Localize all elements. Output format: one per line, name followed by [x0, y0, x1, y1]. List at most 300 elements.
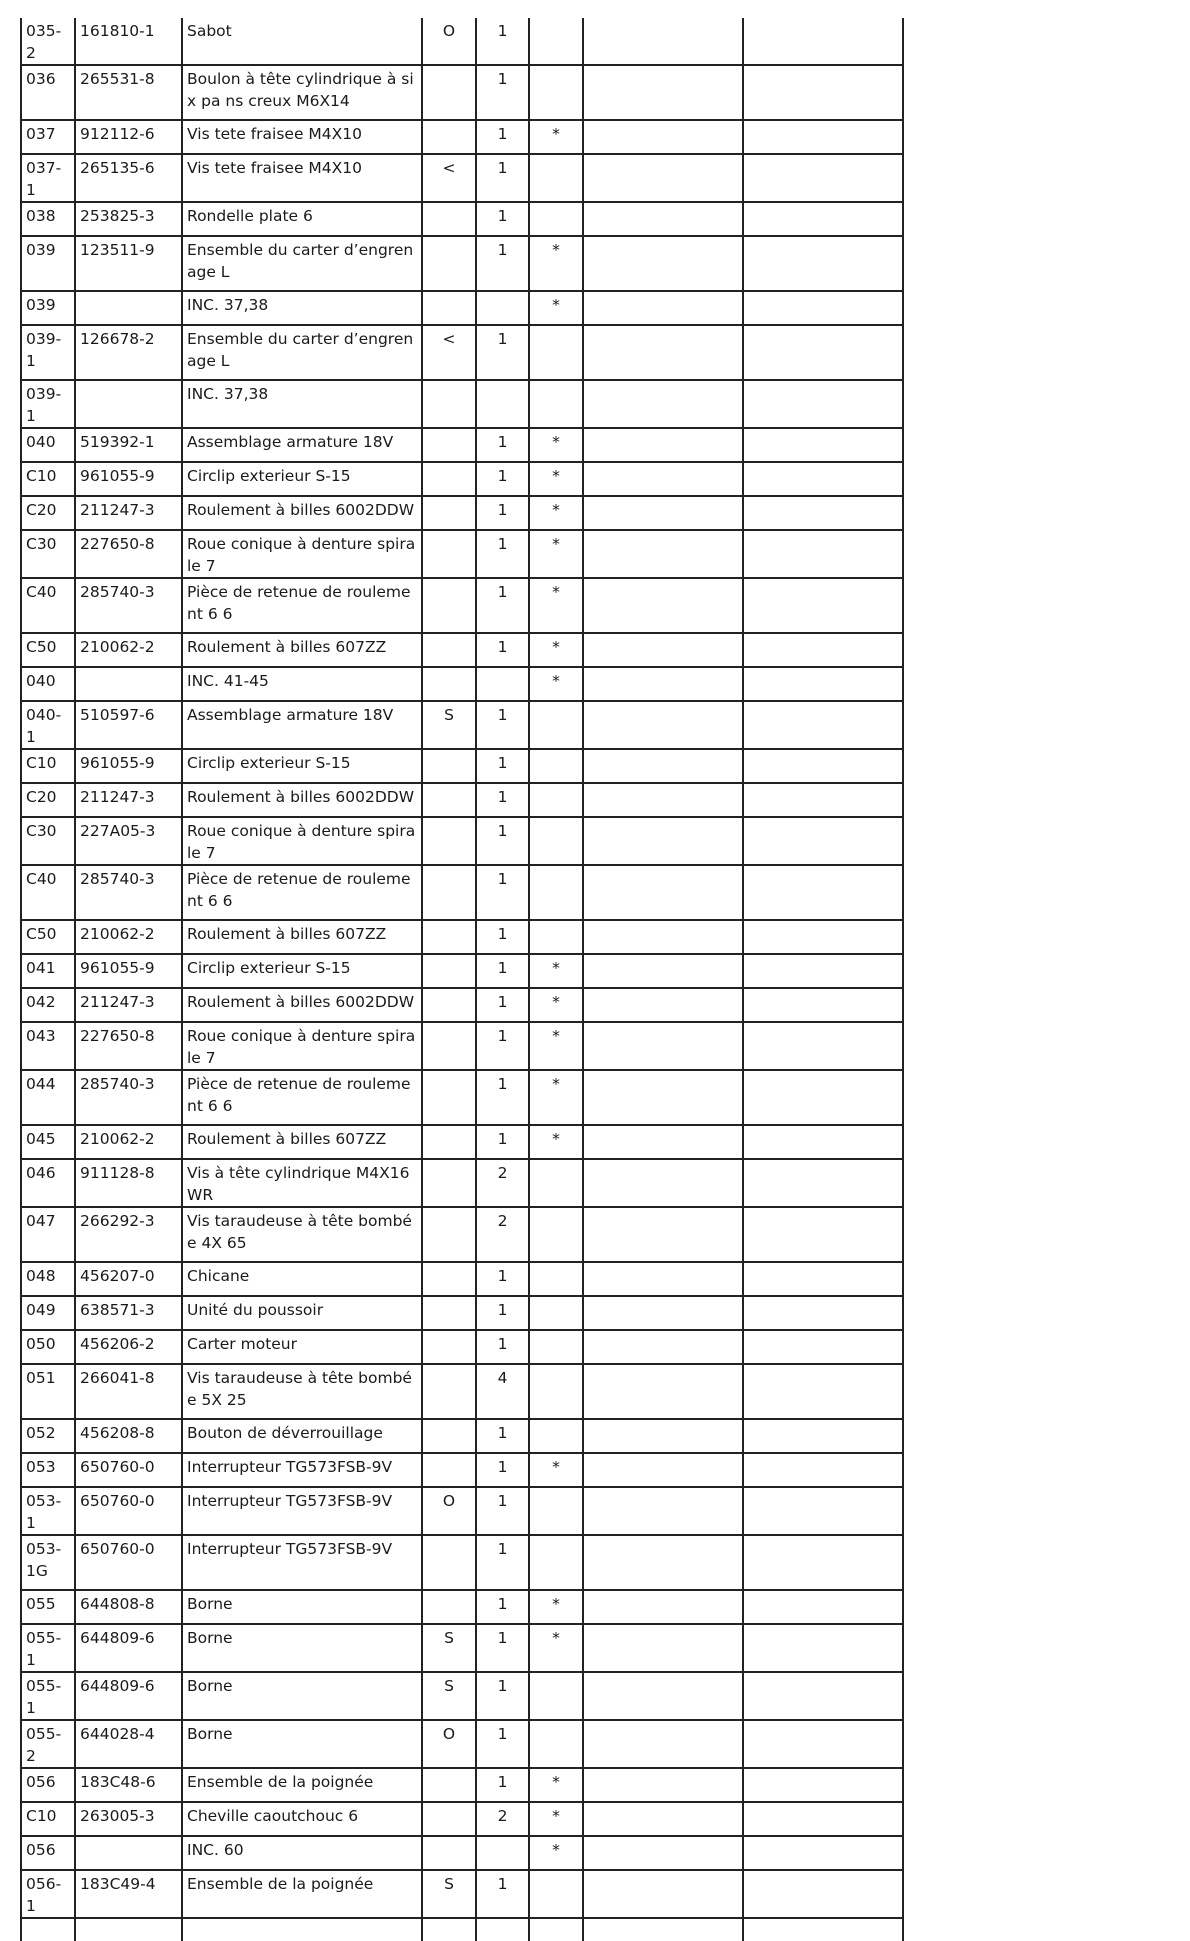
note-cell: [529, 18, 583, 65]
mark-cell: [422, 1836, 476, 1870]
blank-cell: [743, 988, 903, 1022]
note-cell: [529, 1535, 583, 1590]
part-number-cell: [75, 667, 182, 701]
table-row: [21, 817, 903, 865]
part-number-cell: 638571-3: [75, 1296, 182, 1330]
table-row: [21, 530, 903, 578]
part-number-cell: [75, 1836, 182, 1870]
blank-cell: [583, 1802, 743, 1836]
blank-cell: [583, 1022, 743, 1070]
blank-cell: [583, 530, 743, 578]
quantity-cell: 1: [476, 749, 529, 783]
quantity-cell: 1: [476, 65, 529, 120]
mark-cell: [422, 1453, 476, 1487]
quantity-cell: [476, 380, 529, 428]
blank-cell: [583, 1125, 743, 1159]
item-number-cell: 039: [21, 291, 75, 325]
description-cell: Assemblage armature 18V: [182, 428, 422, 462]
mark-cell: [422, 1262, 476, 1296]
blank-cell: [583, 701, 743, 749]
description-cell: Ensemble de la poignée: [182, 1768, 422, 1802]
table-row: [21, 1125, 903, 1159]
part-number-cell: 644808-8: [75, 1590, 182, 1624]
quantity-cell: 1: [476, 1330, 529, 1364]
item-number-cell: 050: [21, 1330, 75, 1364]
table-row: [21, 154, 903, 202]
note-cell: [529, 1419, 583, 1453]
table-row: [21, 701, 903, 749]
table-row: [21, 1022, 903, 1070]
quantity-cell: 1: [476, 202, 529, 236]
note-cell: [529, 783, 583, 817]
blank-cell: [743, 1836, 903, 1870]
blank-cell: [743, 1330, 903, 1364]
part-number-cell: 266041-8: [75, 1364, 182, 1419]
quantity-cell: 1: [476, 1768, 529, 1802]
part-number-cell: 961055-9: [75, 749, 182, 783]
description-cell: Sabot: [182, 18, 422, 65]
quantity-cell: 1: [476, 530, 529, 578]
part-number-cell: 227650-8: [75, 530, 182, 578]
table-row: [21, 462, 903, 496]
mark-cell: [422, 1802, 476, 1836]
table-row: [21, 783, 903, 817]
blank-cell: [743, 817, 903, 865]
note-cell: [529, 817, 583, 865]
blank-cell: [583, 749, 743, 783]
part-number-cell: 961055-9: [75, 462, 182, 496]
description-cell: Pièce de retenue de roulement 6 6: [182, 1070, 422, 1125]
blank-cell: [743, 1159, 903, 1207]
blank-cell: [743, 496, 903, 530]
table-row: [21, 65, 903, 120]
description-cell: Ensemble de la poignée: [182, 1870, 422, 1918]
blank-cell: [583, 1296, 743, 1330]
note-cell: *: [529, 1125, 583, 1159]
table-row: [21, 667, 903, 701]
blank-cell: [583, 18, 743, 65]
mark-cell: S: [422, 1624, 476, 1672]
table-row: [21, 1624, 903, 1672]
blank-cell: [743, 1870, 903, 1918]
table-row: [21, 1364, 903, 1419]
blank-cell: [583, 65, 743, 120]
table-row: [21, 1720, 903, 1768]
description-cell: INC. 60: [182, 1836, 422, 1870]
blank-cell: [743, 1364, 903, 1419]
quantity-cell: [476, 1836, 529, 1870]
blank-cell: [583, 325, 743, 380]
table-row: [21, 1870, 903, 1918]
part-number-cell: 227650-8: [75, 1022, 182, 1070]
blank-cell: [583, 1453, 743, 1487]
note-cell: [529, 749, 583, 783]
quantity-cell: 1: [476, 1125, 529, 1159]
mark-cell: O: [422, 18, 476, 65]
item-number-cell: C40: [21, 865, 75, 920]
part-number-cell: 266292-3: [75, 1207, 182, 1262]
table-row: [21, 1330, 903, 1364]
mark-cell: [422, 988, 476, 1022]
part-number-cell: 263005-3: [75, 1802, 182, 1836]
part-number-cell: 285740-3: [75, 1070, 182, 1125]
blank-cell: [743, 380, 903, 428]
table-row: [21, 1296, 903, 1330]
note-cell: *: [529, 988, 583, 1022]
blank-cell: [583, 1419, 743, 1453]
blank-cell: [583, 1768, 743, 1802]
note-cell: *: [529, 1022, 583, 1070]
blank-cell: [583, 202, 743, 236]
item-number-cell: 035-2: [21, 18, 75, 65]
quantity-cell: 1: [476, 1022, 529, 1070]
blank-cell: [583, 1535, 743, 1590]
item-number-cell: C50: [21, 633, 75, 667]
item-number-cell: C20: [21, 783, 75, 817]
table-row: [21, 380, 903, 428]
item-number-cell: 045: [21, 1125, 75, 1159]
item-number-cell: 053: [21, 1453, 75, 1487]
item-number-cell: C50: [21, 920, 75, 954]
mark-cell: S: [422, 1672, 476, 1720]
blank-cell: [583, 1624, 743, 1672]
blank-cell: [743, 1125, 903, 1159]
description-cell: Borne: [182, 1590, 422, 1624]
blank-cell: [743, 865, 903, 920]
mark-cell: S: [422, 1870, 476, 1918]
item-number-cell: 044: [21, 1070, 75, 1125]
blank-cell: [583, 1262, 743, 1296]
blank-cell: [583, 1918, 743, 1941]
description-cell: Ensemble du carter d’engrenage L: [182, 236, 422, 291]
description-cell: Cheville caoutchouc 6: [182, 1802, 422, 1836]
description-cell: INC. 41-45: [182, 667, 422, 701]
mark-cell: [422, 783, 476, 817]
item-number-cell: C10: [21, 749, 75, 783]
blank-cell: [583, 667, 743, 701]
note-cell: *: [529, 954, 583, 988]
description-cell: Interrupteur TG573FSB-9V: [182, 1487, 422, 1535]
table-row: [21, 18, 903, 65]
part-number-cell: 650760-0: [75, 1535, 182, 1590]
table-row: [21, 1159, 903, 1207]
table-row-continued: [21, 1918, 903, 1941]
mark-cell: [422, 817, 476, 865]
blank-cell: [583, 1672, 743, 1720]
description-cell: INC. 37,38: [182, 291, 422, 325]
blank-cell: [743, 667, 903, 701]
item-number-cell: 039-1: [21, 325, 75, 380]
item-number-cell: 049: [21, 1296, 75, 1330]
part-number-cell: 650760-0: [75, 1487, 182, 1535]
blank-cell: [583, 578, 743, 633]
quantity-cell: 1: [476, 1262, 529, 1296]
note-cell: *: [529, 633, 583, 667]
blank-cell: [743, 954, 903, 988]
blank-cell: [583, 633, 743, 667]
mark-cell: [422, 1419, 476, 1453]
note-cell: [529, 325, 583, 380]
blank-cell: [583, 380, 743, 428]
part-number-cell: 456207-0: [75, 1262, 182, 1296]
mark-cell: [422, 236, 476, 291]
quantity-cell: 1: [476, 1487, 529, 1535]
part-number-cell: 211247-3: [75, 783, 182, 817]
quantity-cell: 1: [476, 1624, 529, 1672]
blank-cell: [476, 1918, 529, 1941]
part-number-cell: 644809-6: [75, 1624, 182, 1672]
blank-cell: [743, 1487, 903, 1535]
note-cell: [529, 1296, 583, 1330]
part-number-cell: 123511-9: [75, 236, 182, 291]
blank-cell: [743, 325, 903, 380]
part-number-cell: [75, 380, 182, 428]
mark-cell: O: [422, 1720, 476, 1768]
mark-cell: <: [422, 325, 476, 380]
mark-cell: [422, 667, 476, 701]
blank-cell: [743, 1419, 903, 1453]
blank-cell: [583, 1330, 743, 1364]
mark-cell: [422, 920, 476, 954]
item-number-cell: 048: [21, 1262, 75, 1296]
blank-cell: [743, 1918, 903, 1941]
mark-cell: [422, 865, 476, 920]
quantity-cell: 1: [476, 496, 529, 530]
part-number-cell: 265531-8: [75, 65, 182, 120]
part-number-cell: 456206-2: [75, 1330, 182, 1364]
part-number-cell: 227A05-3: [75, 817, 182, 865]
blank-cell: [743, 462, 903, 496]
blank-cell: [743, 1262, 903, 1296]
table-row: [21, 1262, 903, 1296]
quantity-cell: 1: [476, 1535, 529, 1590]
note-cell: [529, 202, 583, 236]
description-cell: Roue conique à denture spirale 7: [182, 817, 422, 865]
note-cell: [529, 1262, 583, 1296]
mark-cell: [422, 1070, 476, 1125]
table-row: [21, 578, 903, 633]
part-number-cell: 183C49-4: [75, 1870, 182, 1918]
table-row: [21, 325, 903, 380]
table-row: [21, 1070, 903, 1125]
blank-cell: [422, 1918, 476, 1941]
quantity-cell: 1: [476, 120, 529, 154]
description-cell: Roue conique à denture spirale 7: [182, 530, 422, 578]
mark-cell: [422, 120, 476, 154]
item-number-cell: 051: [21, 1364, 75, 1419]
quantity-cell: 1: [476, 1453, 529, 1487]
item-number-cell: 056: [21, 1768, 75, 1802]
mark-cell: [422, 496, 476, 530]
mark-cell: [422, 1022, 476, 1070]
blank-cell: [583, 1836, 743, 1870]
mark-cell: [422, 1768, 476, 1802]
description-cell: Borne: [182, 1672, 422, 1720]
note-cell: *: [529, 1768, 583, 1802]
note-cell: [529, 1364, 583, 1419]
table-row: [21, 1487, 903, 1535]
blank-cell: [583, 988, 743, 1022]
item-number-cell: 046: [21, 1159, 75, 1207]
description-cell: Interrupteur TG573FSB-9V: [182, 1535, 422, 1590]
item-number-cell: 041: [21, 954, 75, 988]
part-number-cell: 510597-6: [75, 701, 182, 749]
table-row: [21, 1535, 903, 1590]
description-cell: Ensemble du carter d’engrenage L: [182, 325, 422, 380]
table-row: [21, 236, 903, 291]
item-number-cell: 040: [21, 428, 75, 462]
item-number-cell: 037-1: [21, 154, 75, 202]
quantity-cell: 1: [476, 817, 529, 865]
blank-cell: [743, 1720, 903, 1768]
blank-cell: [21, 1918, 75, 1941]
quantity-cell: 1: [476, 865, 529, 920]
blank-cell: [743, 783, 903, 817]
description-cell: Vis taraudeuse à tête bombée 4X 65: [182, 1207, 422, 1262]
item-number-cell: 036: [21, 65, 75, 120]
note-cell: *: [529, 1070, 583, 1125]
description-cell: Roue conique à denture spirale 7: [182, 1022, 422, 1070]
part-number-cell: 285740-3: [75, 578, 182, 633]
blank-cell: [583, 783, 743, 817]
quantity-cell: 1: [476, 1296, 529, 1330]
blank-cell: [743, 578, 903, 633]
table-row: [21, 1672, 903, 1720]
mark-cell: [422, 1159, 476, 1207]
description-cell: Circlip exterieur S-15: [182, 749, 422, 783]
description-cell: Vis taraudeuse à tête bombée 5X 25: [182, 1364, 422, 1419]
blank-cell: [743, 428, 903, 462]
quantity-cell: 1: [476, 783, 529, 817]
blank-cell: [583, 1590, 743, 1624]
note-cell: *: [529, 462, 583, 496]
item-number-cell: 039-1: [21, 380, 75, 428]
table-row: [21, 1836, 903, 1870]
item-number-cell: C10: [21, 1802, 75, 1836]
blank-cell: [583, 154, 743, 202]
description-cell: INC. 37,38: [182, 380, 422, 428]
item-number-cell: 043: [21, 1022, 75, 1070]
part-number-cell: 456208-8: [75, 1419, 182, 1453]
part-number-cell: 211247-3: [75, 988, 182, 1022]
quantity-cell: 1: [476, 920, 529, 954]
mark-cell: [422, 462, 476, 496]
blank-cell: [743, 1070, 903, 1125]
part-number-cell: 644028-4: [75, 1720, 182, 1768]
description-cell: Borne: [182, 1624, 422, 1672]
blank-cell: [743, 530, 903, 578]
item-number-cell: 056-1: [21, 1870, 75, 1918]
parts-table: [20, 18, 904, 1941]
blank-cell: [529, 1918, 583, 1941]
description-cell: Chicane: [182, 1262, 422, 1296]
part-number-cell: 519392-1: [75, 428, 182, 462]
mark-cell: [422, 1296, 476, 1330]
item-number-cell: 055: [21, 1590, 75, 1624]
blank-cell: [583, 954, 743, 988]
table-row: [21, 1453, 903, 1487]
blank-cell: [743, 1207, 903, 1262]
part-number-cell: 183C48-6: [75, 1768, 182, 1802]
quantity-cell: [476, 667, 529, 701]
mark-cell: O: [422, 1487, 476, 1535]
blank-cell: [743, 1590, 903, 1624]
part-number-cell: 650760-0: [75, 1453, 182, 1487]
item-number-cell: C10: [21, 462, 75, 496]
note-cell: [529, 920, 583, 954]
table-row: [21, 428, 903, 462]
quantity-cell: 1: [476, 1672, 529, 1720]
mark-cell: [422, 380, 476, 428]
blank-cell: [743, 291, 903, 325]
description-cell: Bouton de déverrouillage: [182, 1419, 422, 1453]
part-number-cell: 265135-6: [75, 154, 182, 202]
table-row: [21, 865, 903, 920]
quantity-cell: 4: [476, 1364, 529, 1419]
quantity-cell: 1: [476, 988, 529, 1022]
mark-cell: [422, 530, 476, 578]
mark-cell: [422, 1535, 476, 1590]
table-row: [21, 1207, 903, 1262]
blank-cell: [583, 1870, 743, 1918]
item-number-cell: 053-1: [21, 1487, 75, 1535]
quantity-cell: 1: [476, 954, 529, 988]
blank-cell: [583, 1487, 743, 1535]
table-row: [21, 202, 903, 236]
description-cell: Roulement à billes 607ZZ: [182, 1125, 422, 1159]
blank-cell: [743, 749, 903, 783]
description-cell: Unité du poussoir: [182, 1296, 422, 1330]
description-cell: Pièce de retenue de roulement 6 6: [182, 578, 422, 633]
description-cell: Vis tete fraisee M4X10: [182, 154, 422, 202]
blank-cell: [743, 920, 903, 954]
quantity-cell: 1: [476, 1720, 529, 1768]
quantity-cell: 1: [476, 325, 529, 380]
blank-cell: [583, 920, 743, 954]
blank-cell: [583, 1070, 743, 1125]
part-number-cell: 911128-8: [75, 1159, 182, 1207]
description-cell: Circlip exterieur S-15: [182, 462, 422, 496]
description-cell: Roulement à billes 607ZZ: [182, 633, 422, 667]
description-cell: Boulon à tête cylindrique à six pa ns creux M6X14: [182, 65, 422, 120]
note-cell: [529, 701, 583, 749]
quantity-cell: 2: [476, 1207, 529, 1262]
item-number-cell: C30: [21, 530, 75, 578]
quantity-cell: 1: [476, 701, 529, 749]
blank-cell: [743, 154, 903, 202]
part-number-cell: 210062-2: [75, 920, 182, 954]
note-cell: [529, 65, 583, 120]
blank-cell: [583, 462, 743, 496]
quantity-cell: 2: [476, 1159, 529, 1207]
mark-cell: [422, 578, 476, 633]
quantity-cell: 1: [476, 154, 529, 202]
parts-table-body: [21, 18, 903, 1941]
note-cell: *: [529, 1624, 583, 1672]
item-number-cell: 055-2: [21, 1720, 75, 1768]
mark-cell: [422, 954, 476, 988]
part-number-cell: 126678-2: [75, 325, 182, 380]
mark-cell: <: [422, 154, 476, 202]
description-cell: Assemblage armature 18V: [182, 701, 422, 749]
blank-cell: [743, 701, 903, 749]
blank-cell: [743, 1624, 903, 1672]
item-number-cell: C20: [21, 496, 75, 530]
mark-cell: S: [422, 701, 476, 749]
blank-cell: [743, 1802, 903, 1836]
part-number-cell: 161810-1: [75, 18, 182, 65]
description-cell: Vis tete fraisee M4X10: [182, 120, 422, 154]
